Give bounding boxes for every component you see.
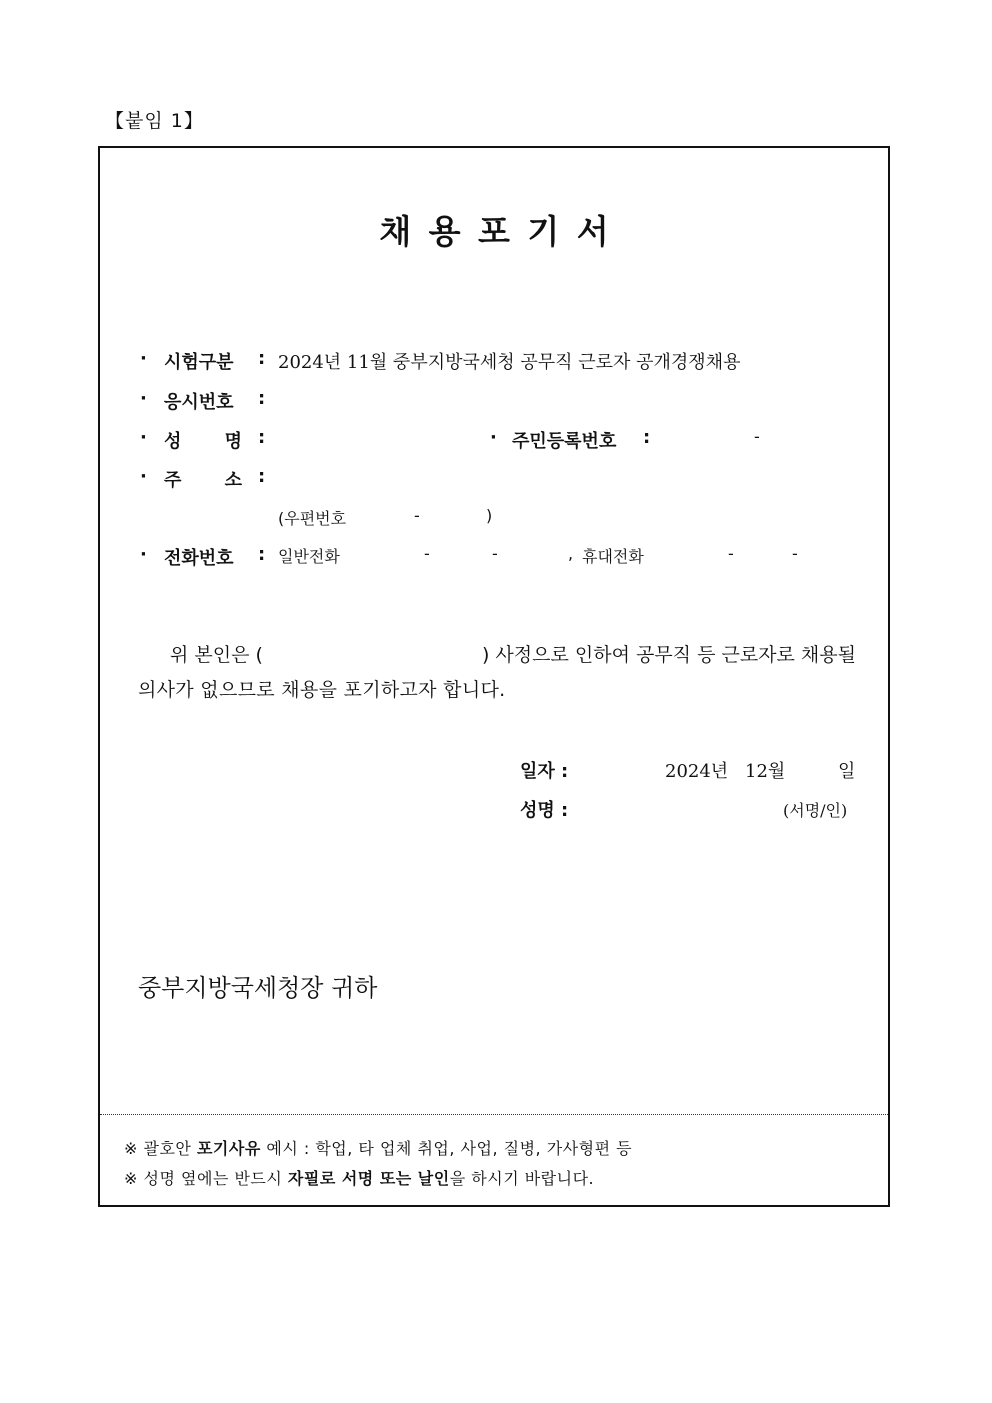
statement-line-1-end: ) 사정으로 인하여 공무직 등 근로자로 채용될 [481, 644, 856, 666]
field-name [140, 427, 860, 453]
name-label-char: 명 [224, 431, 242, 452]
field-exam-category [140, 348, 860, 374]
date-year: 2024년 [665, 761, 729, 782]
resident-number-separator: - [754, 427, 760, 446]
note-1-prefix: ※ 괄호안 [124, 1139, 197, 1158]
statement-line-2: 의사가 없으므로 채용을 포기하고자 합니다. [138, 679, 506, 701]
note-1-rest: 예시 : 학업, 타 업체 취업, 사업, 질병, 가사형편 등 [260, 1139, 633, 1158]
colon: : [258, 544, 266, 565]
resident-number-label: 주민등록번호 [512, 431, 617, 452]
note-1-emphasis: 포기사유 [196, 1139, 261, 1158]
address-label [164, 466, 242, 492]
bullet: · [140, 427, 147, 448]
statement-line-1 [138, 638, 856, 673]
postal-separator: - [414, 506, 420, 525]
field-postal-code [140, 506, 860, 532]
address-label-char: 소 [224, 470, 242, 491]
mobile-separator: - [792, 544, 798, 563]
date-label: 일자 : [520, 761, 569, 782]
postal-open: (우편번호 [278, 509, 347, 528]
attachment-label: 【붙임 1】 [105, 110, 204, 132]
bullet: · [140, 466, 147, 487]
mobile-label: 휴대전화 [582, 547, 644, 566]
date-day-suffix: 일 [838, 761, 856, 782]
bullet: · [490, 427, 497, 448]
statement [138, 638, 856, 708]
field-exam-number [140, 388, 860, 414]
sign-hint: (서명/인) [783, 801, 848, 820]
note-2-rest: 을 하시기 바랍니다. [449, 1169, 595, 1188]
exam-number-label: 응시번호 [164, 392, 234, 413]
note-2 [124, 1166, 594, 1189]
colon: : [258, 427, 266, 448]
field-address [140, 466, 860, 492]
bullet: · [140, 348, 147, 369]
colon: : [258, 466, 266, 487]
bullet: · [140, 388, 147, 409]
signer-name-label: 성명 : [520, 800, 569, 821]
mobile-separator: - [728, 544, 734, 563]
exam-category-value: 2024년 11월 중부지방국세청 공무직 근로자 공개경쟁채용 [278, 352, 741, 373]
phone-comma: , [568, 544, 574, 563]
note-1 [124, 1136, 632, 1159]
bullet: · [140, 544, 147, 565]
addressee: 중부지방국세청장 귀하 [138, 974, 378, 1002]
phone-label: 전화번호 [164, 548, 234, 569]
postal-close: ) [486, 506, 493, 525]
name-label-char: 성 [164, 431, 182, 452]
statement-line-1-start: 위 본인은 ( [170, 644, 263, 666]
name-label [164, 427, 242, 453]
landline-separator: - [492, 544, 498, 563]
landline-label: 일반전화 [278, 547, 340, 566]
colon: : [258, 388, 266, 409]
exam-category-label: 시험구분 [164, 352, 234, 373]
date-month: 12월 [745, 761, 786, 782]
colon: : [258, 348, 266, 369]
colon: : [643, 427, 651, 448]
note-2-prefix: ※ 성명 옆에는 반드시 [124, 1169, 288, 1188]
notes-divider [100, 1114, 888, 1115]
address-label-char: 주 [164, 470, 182, 491]
document-title: 채 용 포 기 서 [379, 212, 609, 251]
landline-separator: - [424, 544, 430, 563]
field-phone [140, 544, 860, 570]
document-frame [98, 146, 890, 1207]
note-2-emphasis: 자필로 서명 또는 날인 [287, 1169, 450, 1188]
